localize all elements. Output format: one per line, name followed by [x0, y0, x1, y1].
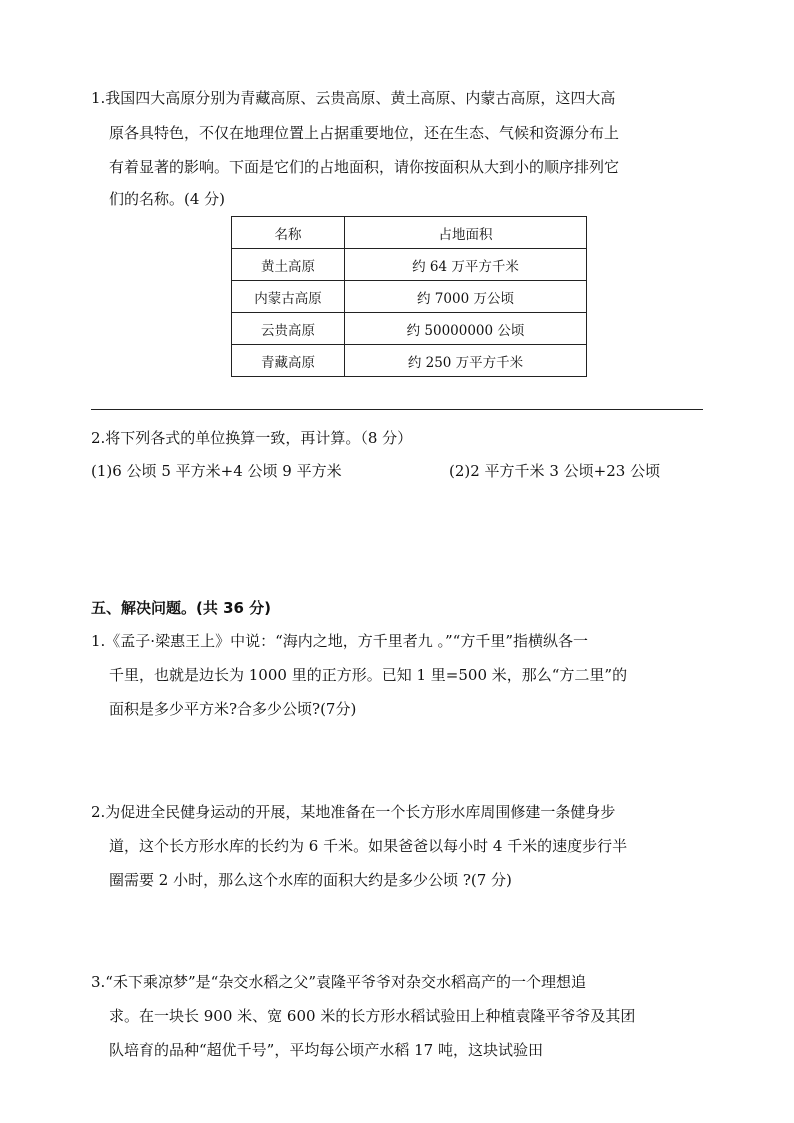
table-cell-name: 云贵高原 — [232, 313, 345, 345]
table-row — [232, 281, 587, 313]
table-header-area: 占地面积 — [345, 217, 587, 249]
section-5-title: 五、解决问题。(共 36 分) — [91, 599, 272, 617]
table-cell-name: 青藏高原 — [232, 345, 345, 377]
s5-q2-line-1: 2.为促进全民健身运动的开展，某地准备在一个长方形水库周围修建一条健身步 — [91, 803, 616, 821]
s5-q1-line-2: 千里，也就是边长为 1000 里的正方形。已知 1 里=500 米，那么“方二里”的 — [109, 666, 628, 684]
table-cell-area: 约 250 万平方千米 — [345, 345, 587, 377]
q2-item-2: (2)2 平方千米 3 公顷+23 公顷 — [449, 462, 661, 480]
s5-q1-line-3: 面积是多少平方米?合多少公顷?(7分) — [109, 700, 357, 718]
s5-q3-line-3: 队培育的品种“超优千号”，平均每公顷产水稻 17 吨，这块试验田 — [109, 1041, 543, 1059]
s5-q2-line-3: 圈需要 2 小时，那么这个水库的面积大约是多少公顷 ?(7 分) — [109, 871, 512, 889]
q2-item-1: (1)6 公顷 5 平方米+4 公顷 9 平方米 — [91, 462, 342, 480]
q1-line-3: 有着显著的影响。下面是它们的占地面积，请你按面积从大到小的顺序排列它 — [109, 158, 620, 176]
table-row — [232, 313, 587, 345]
plateau-area-table — [231, 216, 587, 377]
section-divider — [91, 409, 703, 410]
table-cell-name: 内蒙古高原 — [232, 281, 345, 313]
q1-line-4: 们的名称。(4 分) — [109, 190, 226, 208]
s5-q3-line-1: 3.“禾下乘凉梦”是“杂交水稻之父”袁隆平爷爷对杂交水稻高产的一个理想追 — [91, 973, 586, 991]
s5-q3-line-2: 求。在一块长 900 米、宽 600 米的长方形水稻试验田上种植袁隆平爷爷及其团 — [109, 1007, 636, 1025]
s5-q1-line-1: 1.《孟子·梁惠王上》中说：“海内之地，方千里者九 。”“方千里”指横纵各一 — [91, 632, 589, 650]
s5-q2-line-2: 道，这个长方形水库的长约为 6 千米。如果爸爸以每小时 4 千米的速度步行半 — [109, 837, 628, 855]
table-row — [232, 345, 587, 377]
table-header-name: 名称 — [232, 217, 345, 249]
table-row — [232, 249, 587, 281]
table-cell-area: 约 50000000 公顷 — [345, 313, 587, 345]
table-cell-area: 约 7000 万公顷 — [345, 281, 587, 313]
q2-title: 2.将下列各式的单位换算一致，再计算。（8 分） — [91, 429, 413, 447]
q1-line-1: 1.我国四大高原分别为青藏高原、云贵高原、黄土高原、内蒙古高原，这四大高 — [91, 89, 616, 107]
table-header-row — [232, 217, 587, 249]
table-cell-name: 黄土高原 — [232, 249, 345, 281]
table-cell-area: 约 64 万平方千米 — [345, 249, 587, 281]
q1-line-2: 原各具特色，不仅在地理位置上占据重要地位，还在生态、气候和资源分布上 — [109, 124, 620, 142]
